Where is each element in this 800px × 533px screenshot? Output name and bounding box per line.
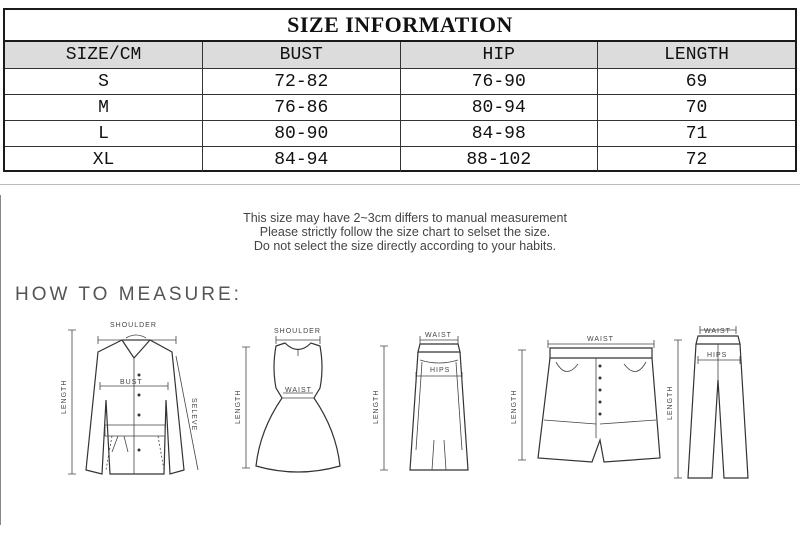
shoulder-label: SHOULDER bbox=[274, 328, 321, 335]
waist-label: WAIST bbox=[285, 387, 312, 394]
table-cell: 72 bbox=[598, 147, 796, 173]
length-label: LENGTH bbox=[61, 379, 68, 414]
note-line: This size may have 2~3cm differs to manual measurement bbox=[243, 211, 567, 225]
table-cell: 84-98 bbox=[400, 121, 598, 147]
length-label: LENGTH bbox=[373, 389, 380, 424]
pants-illustration bbox=[667, 326, 748, 478]
waist-label: WAIST bbox=[425, 332, 452, 339]
length-label: LENGTH bbox=[235, 389, 242, 424]
table-cell: S bbox=[5, 69, 203, 95]
table-cell: 88-102 bbox=[400, 147, 598, 173]
table-cell: 84-94 bbox=[203, 147, 401, 173]
jacket-illustration bbox=[61, 322, 198, 474]
table-cell: 70 bbox=[598, 95, 796, 121]
column-header: LENGTH bbox=[598, 42, 796, 69]
dress-illustration bbox=[235, 328, 340, 472]
waist-label: WAIST bbox=[587, 336, 614, 343]
table-title: SIZE INFORMATION bbox=[5, 10, 795, 42]
sleeve-label: SELEVE bbox=[190, 398, 197, 432]
column-header: SIZE/CM bbox=[5, 42, 203, 69]
hips-label: HIPS bbox=[430, 367, 451, 374]
length-label: LENGTH bbox=[511, 389, 518, 424]
table-cell: L bbox=[5, 121, 203, 147]
column-header: BUST bbox=[203, 42, 401, 69]
table-cell: 69 bbox=[598, 69, 796, 95]
note-line: Do not select the size directly according to your habits. bbox=[253, 239, 557, 253]
skirt-illustration bbox=[373, 332, 468, 470]
bust-label: BUST bbox=[120, 379, 143, 386]
table-cell: M bbox=[5, 95, 203, 121]
hips-label: HIPS bbox=[707, 352, 728, 359]
table-cell: 72-82 bbox=[203, 69, 401, 95]
table-cell: 76-90 bbox=[400, 69, 598, 95]
table-cell: 76-86 bbox=[203, 95, 401, 121]
how-to-measure-title: HOW TO MEASURE: bbox=[15, 284, 242, 305]
shorts-illustration bbox=[511, 336, 660, 462]
table-cell: XL bbox=[5, 147, 203, 173]
table-cell: 80-94 bbox=[400, 95, 598, 121]
shoulder-label: SHOULDER bbox=[110, 322, 157, 329]
table-cell: 71 bbox=[598, 121, 796, 147]
note-line: Please strictly follow the size chart to selset the size. bbox=[259, 225, 551, 239]
waist-label: WAIST bbox=[704, 328, 731, 335]
table-cell: 80-90 bbox=[203, 121, 401, 147]
length-label: LENGTH bbox=[667, 385, 674, 420]
column-header: HIP bbox=[400, 42, 598, 69]
